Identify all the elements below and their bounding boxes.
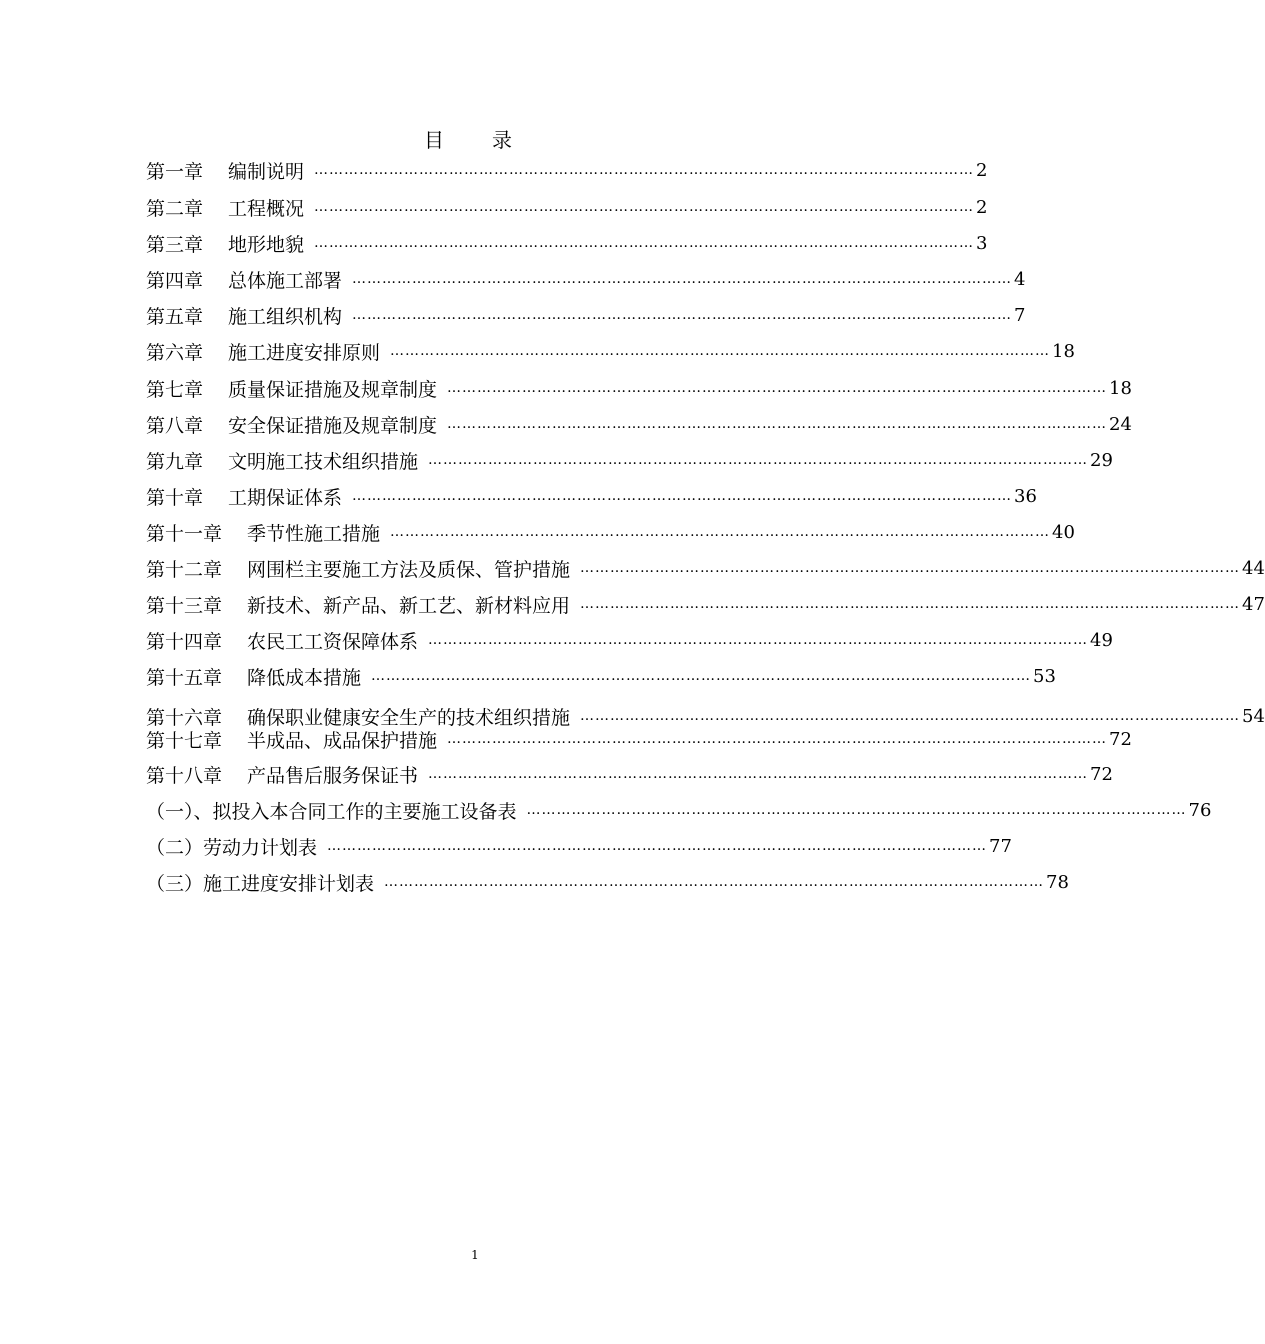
toc-dot-leader: …………………………………………………………………………………………………………………… [352,488,1013,504]
toc-entry-label: 第八章 安全保证措施及规章制度 [146,414,438,437]
toc-dot-leader: …………………………………………………………………………………………………………………… [314,162,975,178]
toc-entry-label: 第十四章 农民工工资保障体系 [146,630,419,653]
toc-title: 目 录 [424,128,526,152]
toc-entry-label: 第六章 施工进度安排原则 [146,341,381,364]
toc-dot-leader: …………………………………………………………………………………………………………………… [390,343,1051,359]
toc-entry-page-number: 3 [976,232,988,254]
toc-entry-label: 第一章 编制说明 [146,160,305,183]
toc-dot-leader: …………………………………………………………………………………………………………………… [390,524,1051,540]
toc-entry-label: 第五章 施工组织机构 [146,305,343,328]
toc-entry-page-number: 7 [1014,304,1026,326]
toc-entry-page-number: 76 [1188,799,1212,821]
toc-entry-page-number: 49 [1090,629,1113,651]
toc-entry[interactable] [146,192,988,222]
toc-entry-page-number: 24 [1109,413,1132,435]
toc-entry-page-number: 54 [1242,705,1265,727]
toc-entry[interactable] [146,264,1026,294]
toc-entry[interactable] [146,155,988,185]
toc-entry-page-number: 47 [1242,593,1265,615]
toc-dot-leader: …………………………………………………………………………………………………………………… [428,632,1089,648]
page-number: 1 [471,1248,479,1262]
toc-dot-leader: …………………………………………………………………………………………………………………… [580,596,1241,612]
toc-entry-label: 第十章 工期保证体系 [146,486,343,509]
toc-entry-label: 第二章 工程概况 [146,197,305,220]
toc-dot-leader: …………………………………………………………………………………………………………………… [314,235,975,251]
toc-entry[interactable] [146,795,1212,825]
toc-entry-page-number: 18 [1052,340,1075,362]
toc-entry-label: 第七章 质量保证措施及规章制度 [146,378,438,401]
toc-entry-page-number: 36 [1014,485,1037,507]
toc-entry-label: 第十六章 确保职业健康安全生产的技术组织措施 [146,706,571,729]
toc-entry-label: 第十七章 半成品、成品保护措施 [146,729,438,752]
toc-dot-leader: …………………………………………………………………………………………………………………… [384,874,1045,890]
toc-dot-leader: …………………………………………………………………………………………………………………… [428,766,1089,782]
toc-dot-leader: …………………………………………………………………………………………………………………… [352,271,1013,287]
toc-entry[interactable] [146,661,1056,691]
toc-dot-leader: …………………………………………………………………………………………………………………… [580,560,1241,576]
toc-entry[interactable] [146,867,1069,897]
toc-dot-leader: …………………………………………………………………………………………………………………… [314,199,975,215]
toc-entry-page-number: 77 [989,835,1012,857]
toc-entry[interactable] [146,831,1012,861]
toc-entry-page-number: 44 [1242,557,1265,579]
toc-entry[interactable] [146,445,1113,475]
toc-dot-leader: …………………………………………………………………………………………………………………… [447,380,1108,396]
toc-dot-leader: …………………………………………………………………………………………………………………… [580,708,1241,724]
toc-entry[interactable] [146,409,1132,439]
toc-entry[interactable] [146,373,1132,403]
toc-entry-page-number: 2 [976,159,988,181]
toc-dot-leader: …………………………………………………………………………………………………………………… [447,731,1108,747]
toc-entry-label: 第十一章 季节性施工措施 [146,522,381,545]
toc-entry-page-number: 53 [1033,665,1056,687]
toc-entry[interactable] [146,625,1113,655]
toc-entry-label: （一）、拟投入本合同工作的主要施工设备表 [146,800,517,823]
toc-entry[interactable] [146,481,1037,511]
toc-entry-label: 第十五章 降低成本措施 [146,666,362,689]
toc-dot-leader: …………………………………………………………………………………………………………………… [526,802,1187,818]
toc-entry[interactable] [146,589,1265,619]
toc-entry-page-number: 78 [1046,871,1069,893]
toc-entry[interactable] [146,759,1113,789]
toc-dot-leader: …………………………………………………………………………………………………………………… [428,452,1089,468]
toc-entry-page-number: 2 [976,196,988,218]
toc-entry-label: 第十二章 网围栏主要施工方法及质保、管护措施 [146,558,571,581]
toc-entry-label: 第九章 文明施工技术组织措施 [146,450,419,473]
toc-dot-leader: …………………………………………………………………………………………………………………… [371,668,1032,684]
toc-entry[interactable] [146,300,1026,330]
toc-entry[interactable] [146,228,988,258]
toc-dot-leader: …………………………………………………………………………………………………………………… [447,416,1108,432]
toc-entry-label: （二）劳动力计划表 [146,836,318,859]
toc-entry-label: 第三章 地形地貌 [146,233,305,256]
toc-entry-page-number: 18 [1109,377,1132,399]
toc-entry[interactable] [146,553,1265,583]
toc-entry-label: 第十三章 新技术、新产品、新工艺、新材料应用 [146,594,571,617]
toc-entry[interactable] [146,336,1075,366]
toc-entry[interactable] [146,724,1132,754]
toc-entry-label: （三）施工进度安排计划表 [146,872,375,895]
toc-entry-page-number: 4 [1014,268,1026,290]
toc-entry-page-number: 72 [1090,763,1113,785]
toc-dot-leader: …………………………………………………………………………………………………………………… [327,838,988,854]
toc-entry-label: 第十八章 产品售后服务保证书 [146,764,419,787]
toc-entry[interactable] [146,517,1075,547]
toc-entry-page-number: 72 [1109,728,1132,750]
toc-entry-page-number: 29 [1090,449,1113,471]
toc-entry-label: 第四章 总体施工部署 [146,269,343,292]
toc-entry-page-number: 40 [1052,521,1075,543]
toc-dot-leader: …………………………………………………………………………………………………………………… [352,307,1013,323]
